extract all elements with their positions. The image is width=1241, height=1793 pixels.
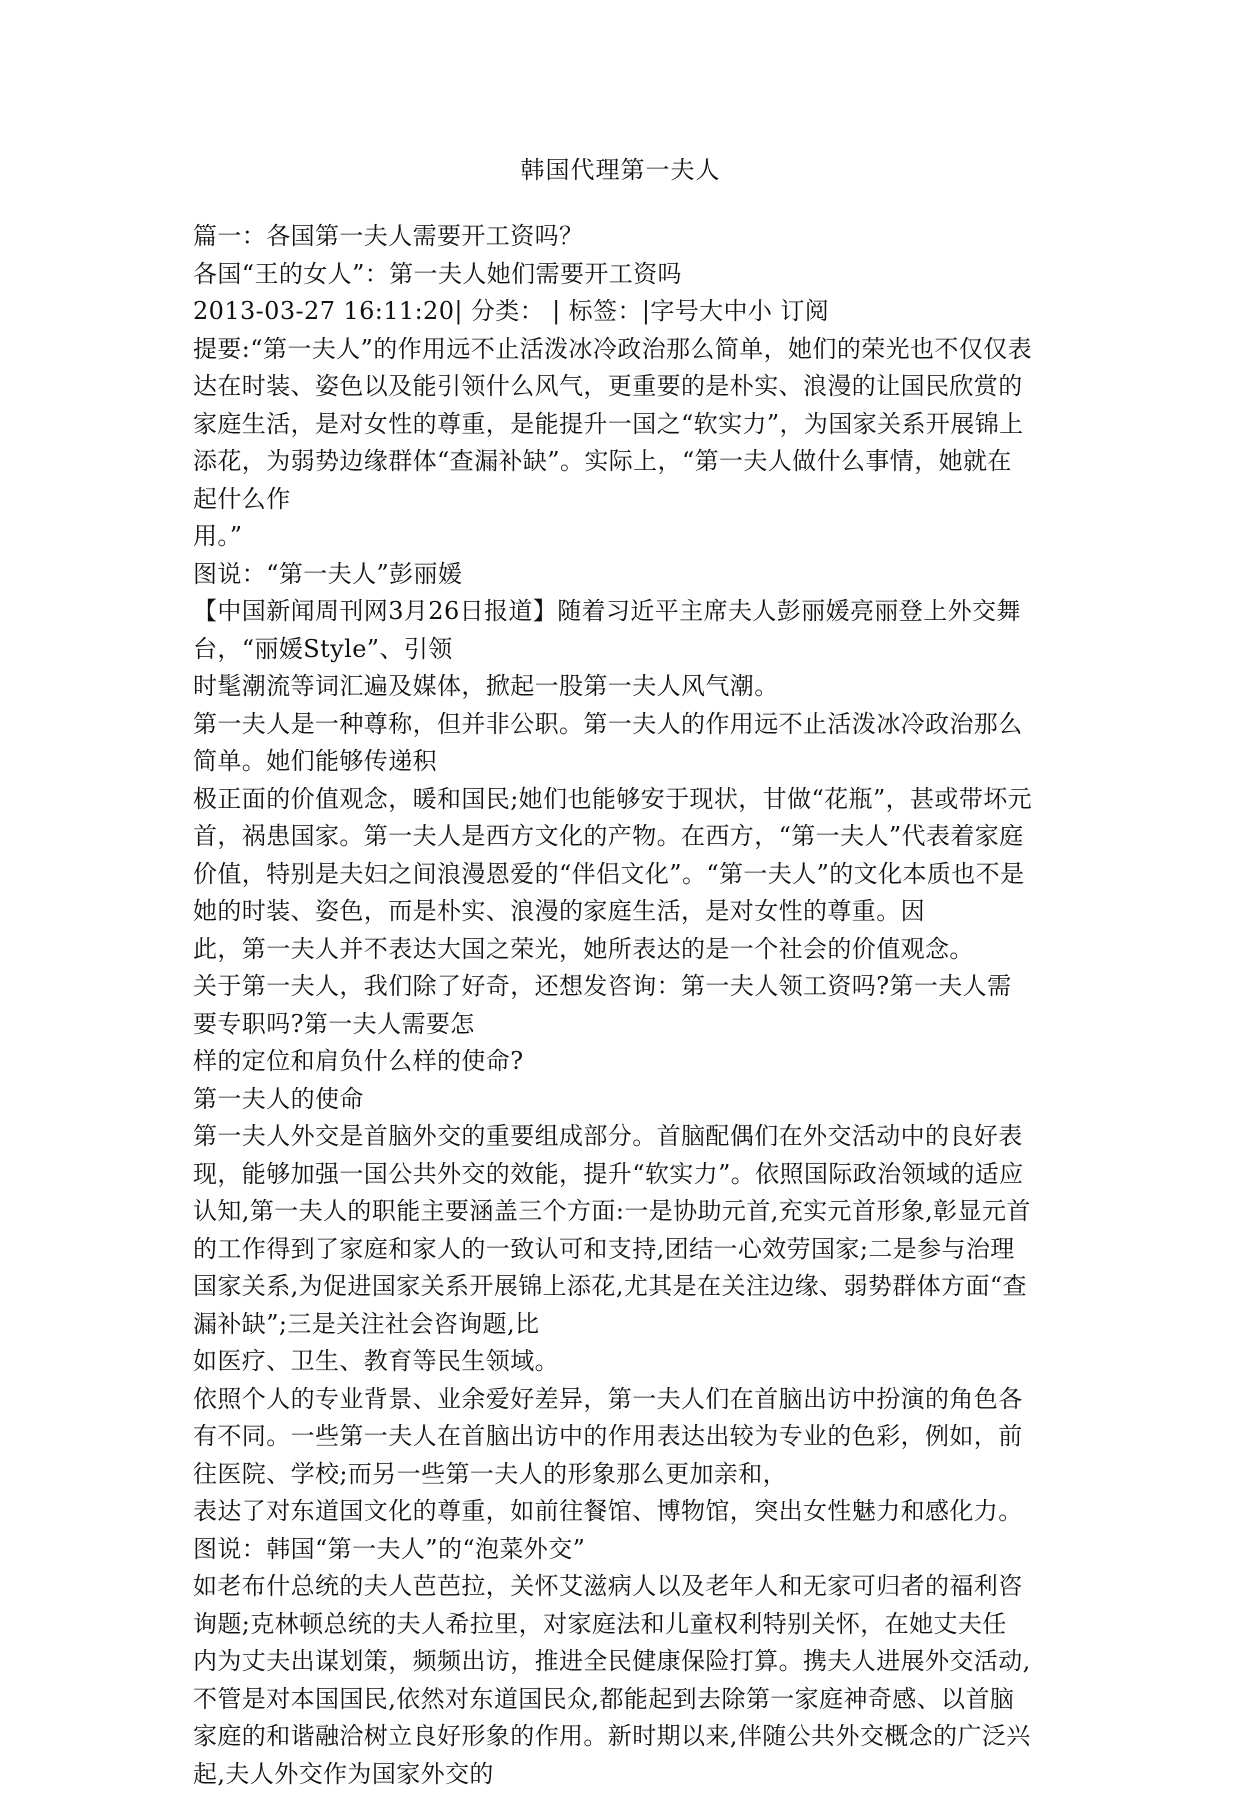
text-line: 现，能够加强一国公共外交的效能，提升“软实力”。依照国际政治领域的适应	[193, 1156, 1055, 1194]
text-line: 【中国新闻周刊网3月26日报道】随着习近平主席夫人彭丽媛亮丽登上外交舞	[193, 593, 1055, 631]
text-line: 询题;克林顿总统的夫人希拉里，对家庭法和儿童权利特别关怀，在她丈夫任	[193, 1606, 1055, 1644]
text-line: 如医疗、卫生、教育等民生领域。	[193, 1343, 1055, 1381]
text-line: 极正面的价值观念，暖和国民;她们也能够安于现状，甘做“花瓶”，甚或带坏元	[193, 781, 1055, 819]
text-line: 要专职吗?第一夫人需要怎	[193, 1006, 1055, 1044]
text-line: 2013-03-27 16:11:20| 分类： | 标签：|字号大中小 订阅	[193, 293, 1055, 331]
text-line: 内为丈夫出谋划策，频频出访，推进全民健康保险打算。携夫人进展外交活动,	[193, 1643, 1055, 1681]
text-line: 表达了对东道国文化的尊重，如前往餐馆、博物馆，突出女性魅力和感化力。	[193, 1493, 1055, 1531]
text-line: 首，祸患国家。第一夫人是西方文化的产物。在西方，“第一夫人”代表着家庭	[193, 818, 1055, 856]
text-line: 依照个人的专业背景、业余爱好差异，第一夫人们在首脑出访中扮演的角色各	[193, 1381, 1055, 1419]
text-line: 不管是对本国国民,依然对东道国民众,都能起到去除第一家庭神奇感、以首脑	[193, 1681, 1055, 1719]
text-line: 样的定位和肩负什么样的使命?	[193, 1043, 1055, 1081]
text-line: 她的时装、姿色，而是朴实、浪漫的家庭生活，是对女性的尊重。因	[193, 893, 1055, 931]
text-line: 起,夫人外交作为国家外交的	[193, 1756, 1055, 1793]
text-line: 认知,第一夫人的职能主要涵盖三个方面:一是协助元首,充实元首形象,彰显元首	[193, 1193, 1055, 1231]
text-line: 第一夫人的使命	[193, 1081, 1055, 1119]
text-line: 用。”	[193, 518, 1055, 556]
text-line: 简单。她们能够传递积	[193, 743, 1055, 781]
document-body	[193, 218, 1055, 1793]
text-line: 有不同。一些第一夫人在首脑出访中的作用表达出较为专业的色彩，例如，前	[193, 1418, 1055, 1456]
text-line: 篇一：各国第一夫人需要开工资吗？	[193, 218, 1055, 256]
text-line: 国家关系,为促进国家关系开展锦上添花,尤其是在关注边缘、弱势群体方面“查	[193, 1268, 1055, 1306]
text-line: 家庭生活，是对女性的尊重，是能提升一国之“软实力”，为国家关系开展锦上	[193, 406, 1055, 444]
text-line: 关于第一夫人，我们除了好奇，还想发咨询：第一夫人领工资吗?第一夫人需	[193, 968, 1055, 1006]
text-line: 此，第一夫人并不表达大国之荣光，她所表达的是一个社会的价值观念。	[193, 931, 1055, 969]
text-line: 漏补缺”;三是关注社会咨询题,比	[193, 1306, 1055, 1344]
text-line: 时髦潮流等词汇遍及媒体，掀起一股第一夫人风气潮。	[193, 668, 1055, 706]
text-line: 价值，特别是夫妇之间浪漫恩爱的“伴侣文化”。“第一夫人”的文化本质也不是	[193, 856, 1055, 894]
text-line: 图说：“第一夫人”彭丽媛	[193, 556, 1055, 594]
text-line: 台，“丽媛Style”、引领	[193, 631, 1055, 669]
text-line: 第一夫人外交是首脑外交的重要组成部分。首脑配偶们在外交活动中的良好表	[193, 1118, 1055, 1156]
text-line: 各国“王的女人”：第一夫人她们需要开工资吗	[193, 256, 1055, 294]
text-line: 家庭的和谐融洽树立良好形象的作用。新时期以来,伴随公共外交概念的广泛兴	[193, 1718, 1055, 1756]
text-line: 第一夫人是一种尊称，但并非公职。第一夫人的作用远不止活泼冰冷政治那么	[193, 706, 1055, 744]
document-title: 韩国代理第一夫人	[0, 154, 1241, 186]
text-line: 如老布什总统的夫人芭芭拉，关怀艾滋病人以及老年人和无家可归者的福利咨	[193, 1568, 1055, 1606]
text-line: 添花，为弱势边缘群体“查漏补缺”。实际上，“第一夫人做什么事情，她就在	[193, 443, 1055, 481]
text-line: 达在时装、姿色以及能引领什么风气，更重要的是朴实、浪漫的让国民欣赏的	[193, 368, 1055, 406]
text-line: 往医院、学校;而另一些第一夫人的形象那么更加亲和，	[193, 1456, 1055, 1494]
text-line: 起什么作	[193, 481, 1055, 519]
text-line: 图说：韩国“第一夫人”的“泡菜外交”	[193, 1531, 1055, 1569]
text-line: 的工作得到了家庭和家人的一致认可和支持,团结一心效劳国家;二是参与治理	[193, 1231, 1055, 1269]
text-line: 提要:“第一夫人”的作用远不止活泼冰冷政治那么简单，她们的荣光也不仅仅表	[193, 331, 1055, 369]
